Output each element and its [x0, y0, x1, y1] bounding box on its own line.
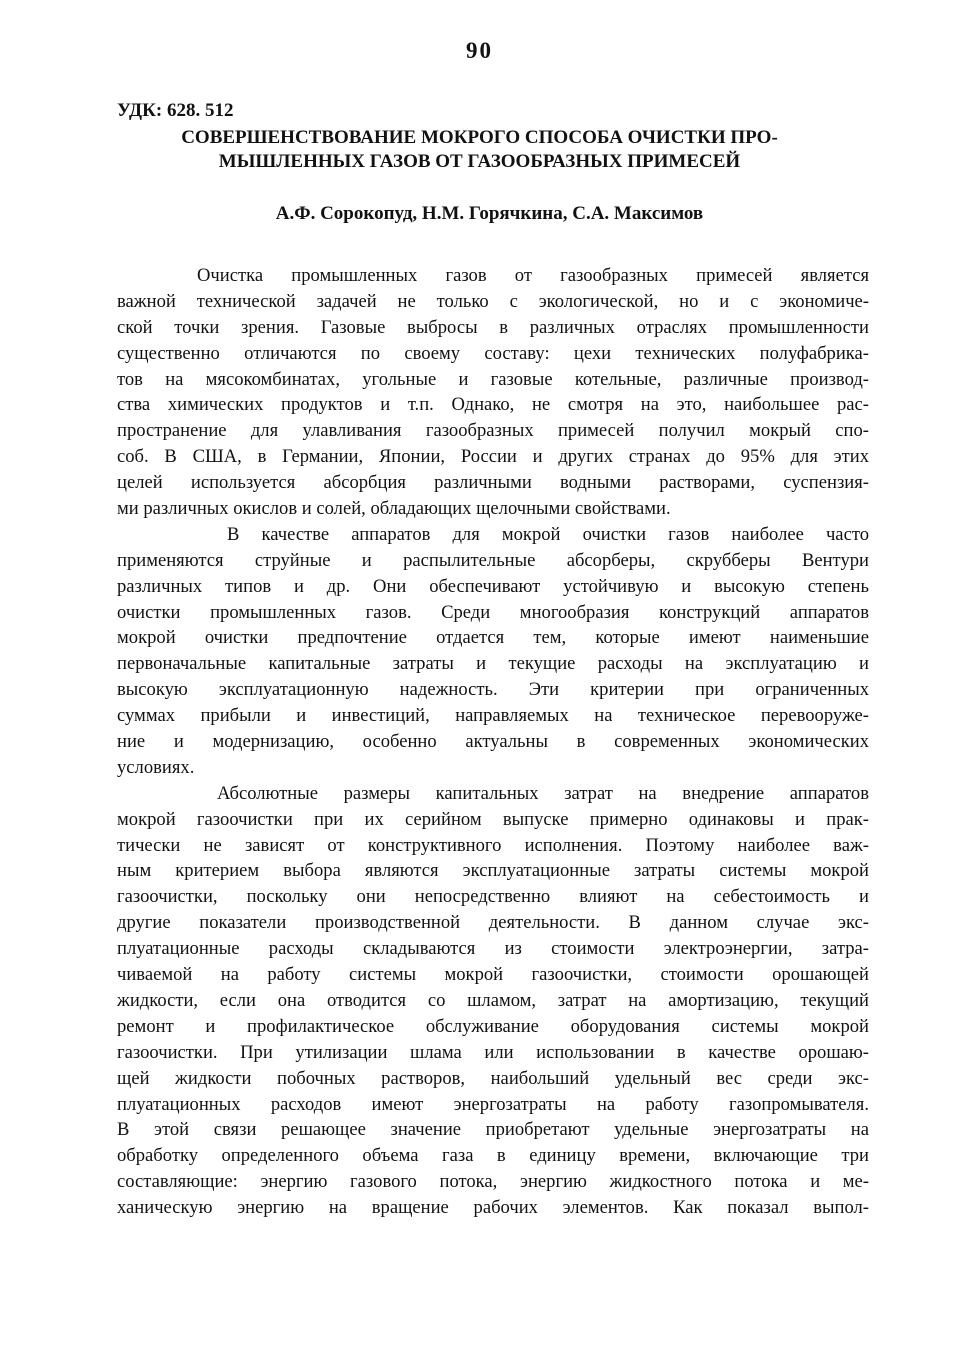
text-line: высокую эксплуатационную надежность. Эти критерии при ограниченных [117, 679, 869, 701]
text-line: плуатационные расходы складываются из стоимости электроэнергии, затра- [117, 938, 869, 960]
text-line: ханическую энергию на вращение рабочих элементов. Как показал выпол- [117, 1197, 869, 1219]
text-line: Очистка промышленных газов от газообразных примесей является [197, 265, 869, 286]
text-line: жидкости, если она отводится со шламом, затрат на амортизацию, текущий [117, 989, 869, 1011]
text-line: условиях. [117, 756, 195, 778]
text-line: газоочистки. При утилизации шлама или использовании в качестве орошаю- [117, 1041, 869, 1063]
text-line: применяются струйные и распылительные абсорберы, скрубберы Вентури [117, 549, 869, 571]
text-line: тически не зависят от конструктивного исполнения. Поэтому наиболее важ- [117, 834, 869, 856]
text-line: ми различных окислов и солей, обладающих щелочными свойствами. [117, 498, 671, 520]
text-line: ние и модернизацию, особенно актуальны в современных экономических [117, 731, 869, 753]
text-line: ства химических продуктов и т.п. Однако, не смотря на это, наибольшее рас- [117, 394, 869, 416]
text-line: тов на мясокомбинатах, угольные и газовые котельные, различные производ- [117, 368, 869, 390]
text-line: соб. В США, в Германии, Японии, России и других странах до 95% для этих [117, 446, 869, 468]
body-text [117, 263, 869, 1221]
text-line: Абсолютные размеры капитальных затрат на внедрение аппаратов [217, 782, 869, 804]
authors: А.Ф. Сорокопуд, Н.М. Горячкина, С.А. Максимов [275, 203, 704, 224]
text-line: существенно отличаются по своему составу: цехи технических полуфабрика- [117, 342, 869, 364]
text-line: первоначальные капитальные затраты и текущие расходы на эксплуатацию и [117, 653, 869, 675]
paper-title [117, 126, 842, 174]
text-line: ным критерием выбора являются эксплуатационные затраты системы мокрой [117, 860, 869, 882]
title-line: СОВЕРШЕНСТВОВАНИЕ МОКРОГО СПОСОБА ОЧИСТКИ ПРО- [181, 127, 778, 148]
text-line: газоочистки, поскольку они непосредственно влияют на себестоимость и [117, 886, 869, 908]
text-line: мокрой газоочистки при их серийном выпуске примерно одинаковы и прак- [117, 808, 869, 830]
text-line: пространение для улавливания газообразных примесей получил мокрый спо- [117, 420, 869, 442]
title-line: МЫШЛЕННЫХ ГАЗОВ ОТ ГАЗООБРАЗНЫХ ПРИМЕСЕЙ [218, 151, 741, 172]
text-line: плуатационных расходов имеют энергозатраты на работу газопромывателя. [117, 1093, 869, 1115]
text-line: обработку определенного объема газа в единицу времени, включающие три [117, 1145, 869, 1167]
text-line: различных типов и др. Они обеспечивают устойчивую и высокую степень [117, 575, 869, 597]
text-line: ремонт и профилактическое обслуживание оборудования системы мокрой [117, 1015, 869, 1037]
text-line: составляющие: энергию газового потока, энергию жидкостного потока и ме- [117, 1171, 869, 1193]
text-line: мокрой очистки предпочтение отдается тем, которые имеют наименьшие [117, 627, 869, 649]
text-line: чиваемой на работу системы мокрой газоочистки, стоимости орошающей [117, 964, 869, 986]
page-number: 90 [466, 38, 493, 63]
text-line: В этой связи решающее значение приобретают удельные энергозатраты на [117, 1119, 869, 1141]
text-line: целей используется абсорбция различными водными растворами, суспензия- [117, 472, 869, 494]
udk-code: УДК: 628. 512 [117, 100, 234, 121]
text-line: суммах прибыли и инвестиций, направляемых на техническое перевооруже- [117, 705, 869, 727]
text-line: очистки промышленных газов. Среди многообразия конструкций аппаратов [117, 601, 869, 623]
text-line: ской точки зрения. Газовые выбросы в различных отраслях промышленности [117, 316, 869, 338]
text-line: другие показатели производственной деятельности. В данном случае экс- [117, 912, 869, 934]
text-line: щей жидкости побочных растворов, наибольший удельный вес среди экс- [117, 1067, 869, 1089]
text-line: важной технической задачей не только с экологической, но и с экономиче- [117, 290, 869, 312]
text-line: В качестве аппаратов для мокрой очистки газов наиболее часто [227, 523, 869, 545]
